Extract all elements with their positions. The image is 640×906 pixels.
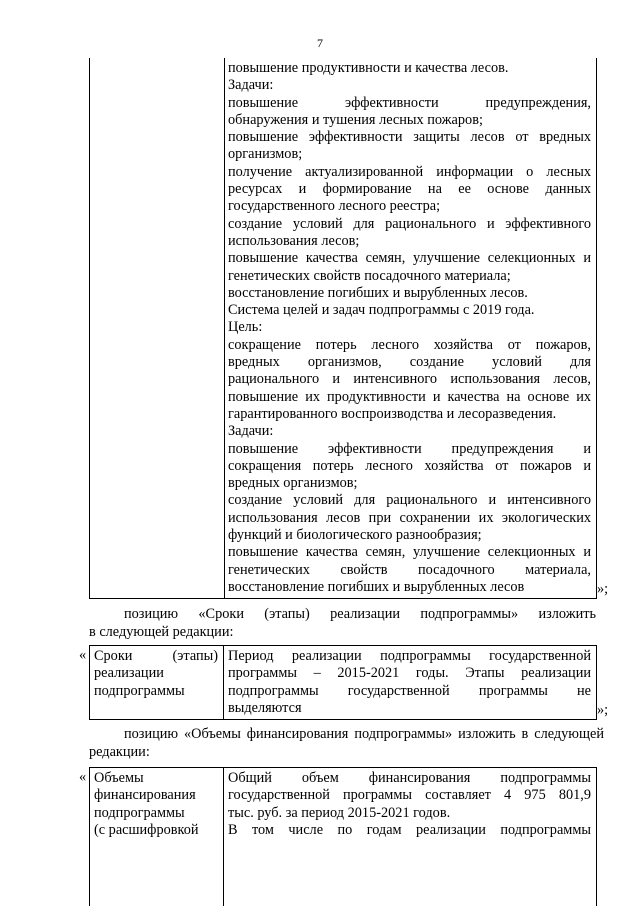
terms-label-cell [90, 646, 224, 719]
table-line: сокращения потерь лесного хозяйства от пожаров и [228, 457, 591, 474]
table-line: повышение эффективности предупреждения и [228, 440, 591, 457]
cell-line: (с расшифровкой [94, 821, 199, 838]
table-line: использования лесов при сохранении их экологических [228, 509, 591, 526]
table-line: Задачи: [228, 77, 274, 94]
paragraph-line: позицию «Объемы финансирования подпрограммы» изложить в следующей [124, 726, 604, 742]
table-line: ресурсах и формирование на ее основе данных [228, 181, 591, 198]
closing-quote: »; [597, 702, 609, 718]
table-line: организмов; [228, 146, 303, 163]
cell-line: Период реализации подпрограммы государственной [228, 648, 591, 664]
table-line: восстановление погибших и вырубленных лесов [228, 578, 525, 595]
page-number: 7 [317, 36, 323, 50]
goals-table [89, 58, 597, 599]
cell-line: подпрограммы [94, 804, 185, 821]
table-line: рационального и интенсивного использования лесов, [228, 371, 591, 388]
cell-line: Объемы [94, 770, 144, 786]
table-line: вредных организмов; [228, 475, 358, 492]
goals-table-right-column [225, 58, 596, 596]
funding-label-cell [90, 768, 224, 906]
table-line: создание условий для рационального и эффективного [228, 215, 591, 232]
paragraph-line: в следующей редакции: [89, 624, 234, 640]
table-line: получение актуализированной информации о лесных [228, 163, 591, 180]
table-line: повышение продуктивности и качества лесов. [228, 60, 509, 76]
paragraph-line: позицию «Сроки (этапы) реализации подпрограммы» изложить [124, 606, 596, 622]
table-line: повышение эффективности предупреждения, [228, 94, 591, 111]
table-line: повышение эффективности защиты лесов от вредных [228, 129, 591, 146]
funding-value-cell [225, 768, 596, 839]
cell-line: выделяются [228, 699, 302, 716]
paragraph-line: редакции: [89, 744, 150, 760]
table-line: функций и биологического разнообразия; [228, 527, 482, 544]
cell-line: подпрограммы государственной программы не [228, 682, 591, 699]
opening-quote: « [79, 769, 87, 785]
funding-table [89, 767, 597, 906]
table-line: повышение качества семян, улучшение селекционных и [228, 544, 591, 561]
cell-line: государственной программы составляет 4 975 801,9 [228, 787, 591, 804]
cell-line: Общий объем финансирования подпрограммы [228, 770, 591, 786]
table-line: обнаружения и тушения лесных пожаров; [228, 111, 483, 128]
closing-quote: »; [597, 581, 609, 597]
terms-value-cell [225, 646, 596, 717]
cell-line: программы – 2015-2021 годы. Этапы реализации [228, 665, 591, 682]
table-line: создание условий для рационального и интенсивного [228, 492, 591, 509]
goals-table-left-column [90, 58, 225, 598]
table-line: генетических свойств посадочного материала; [228, 267, 511, 284]
table-line: генетических свойств посадочного материала, [228, 561, 591, 578]
table-line: повышение качества семян, улучшение селекционных и [228, 250, 591, 267]
cell-line: реализации [94, 665, 164, 682]
table-line: восстановление погибших и вырубленных лесов. [228, 284, 528, 301]
table-line: Система целей и задач подпрограммы с 2019 года. [228, 302, 535, 319]
table-line: Цель: [228, 319, 263, 336]
table-line: гарантированного воспроизводства и лесоразведения. [228, 405, 557, 422]
table-line: государственного лесного реестра; [228, 198, 441, 215]
opening-quote: « [79, 647, 87, 663]
terms-table [89, 645, 597, 720]
cell-line: Сроки (этапы) [94, 648, 218, 664]
cell-line: финансирования [94, 787, 196, 804]
table-line: Задачи: [228, 423, 274, 440]
table-line: сокращение потерь лесного хозяйства от пожаров, [228, 336, 591, 353]
cell-line: тыс. руб. за период 2015-2021 годов. [228, 804, 451, 821]
table-line: повышение их продуктивности и качества на основе их [228, 388, 591, 405]
cell-line: подпрограммы [94, 682, 185, 699]
table-line: вредных организмов, создание условий для [228, 354, 591, 371]
table-line: использования лесов; [228, 232, 360, 249]
cell-line: В том числе по годам реализации подпрограммы [228, 821, 591, 838]
